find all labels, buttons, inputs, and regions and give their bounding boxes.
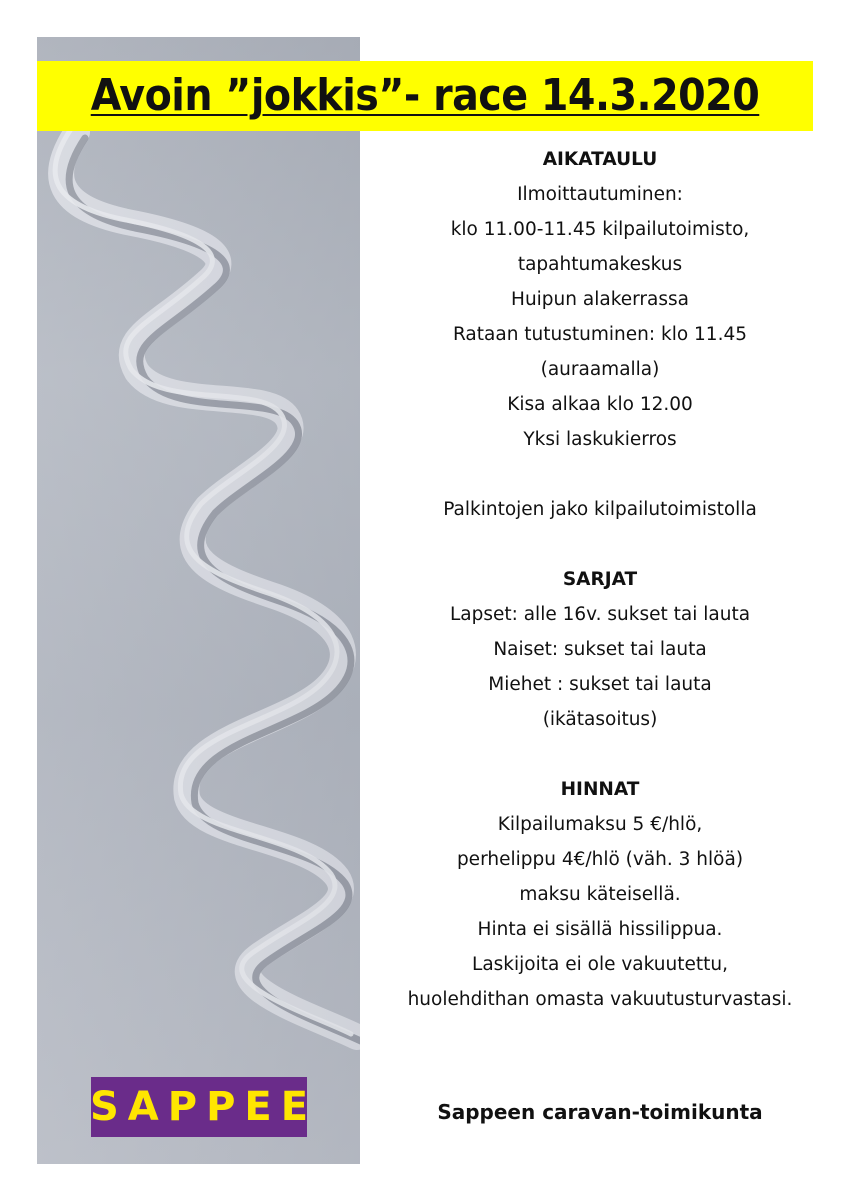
schedule-line: (auraamalla) <box>540 359 660 380</box>
schedule-heading: AIKATAULU <box>542 149 658 170</box>
schedule-line: Yksi laskukierros <box>523 429 677 450</box>
sappee-logo <box>89 1077 318 1137</box>
logo-text: SAPPEE <box>89 1084 318 1130</box>
price-line: Kilpailumaksu 5 €/hlö, <box>497 814 703 835</box>
schedule-line: Rataan tutustuminen: klo 11.45 <box>452 324 747 345</box>
category-line: (ikätasoitus) <box>542 709 658 730</box>
page-title: Avoin ”jokkis”- race 14.3.2020 <box>90 70 760 121</box>
category-line: Naiset: sukset tai lauta <box>493 639 707 660</box>
info-column <box>370 142 830 1017</box>
category-line: Miehet : sukset tai lauta <box>488 674 712 695</box>
snow-tracks-photo <box>37 37 360 1164</box>
organizer-footer: Sappeen caravan-toimikunta <box>437 1100 763 1124</box>
price-line: maksu käteisellä. <box>519 884 681 905</box>
schedule-line: Ilmoittautuminen: <box>517 184 683 205</box>
schedule-line: klo 11.00-11.45 kilpailutoimisto, <box>450 219 750 240</box>
prices-heading: HINNAT <box>560 779 640 800</box>
schedule-line: Kisa alkaa klo 12.00 <box>507 394 693 415</box>
schedule-line: Huipun alakerrassa <box>511 289 689 310</box>
price-line: Laskijoita ei ole vakuutettu, <box>472 954 728 975</box>
categories-heading: SARJAT <box>562 569 638 590</box>
price-line: Hinta ei sisällä hissilippua. <box>477 919 723 940</box>
price-line: huolehdithan omasta vakuutusturvastasi. <box>407 989 793 1010</box>
ski-tracks-illustration <box>37 37 360 1164</box>
awards-line: Palkintojen jako kilpailutoimistolla <box>443 499 757 520</box>
category-line: Lapset: alle 16v. sukset tai lauta <box>449 604 751 625</box>
schedule-line: tapahtumakeskus <box>517 254 683 275</box>
price-line: perhelippu 4€/hlö (väh. 3 hlöä) <box>456 849 744 870</box>
